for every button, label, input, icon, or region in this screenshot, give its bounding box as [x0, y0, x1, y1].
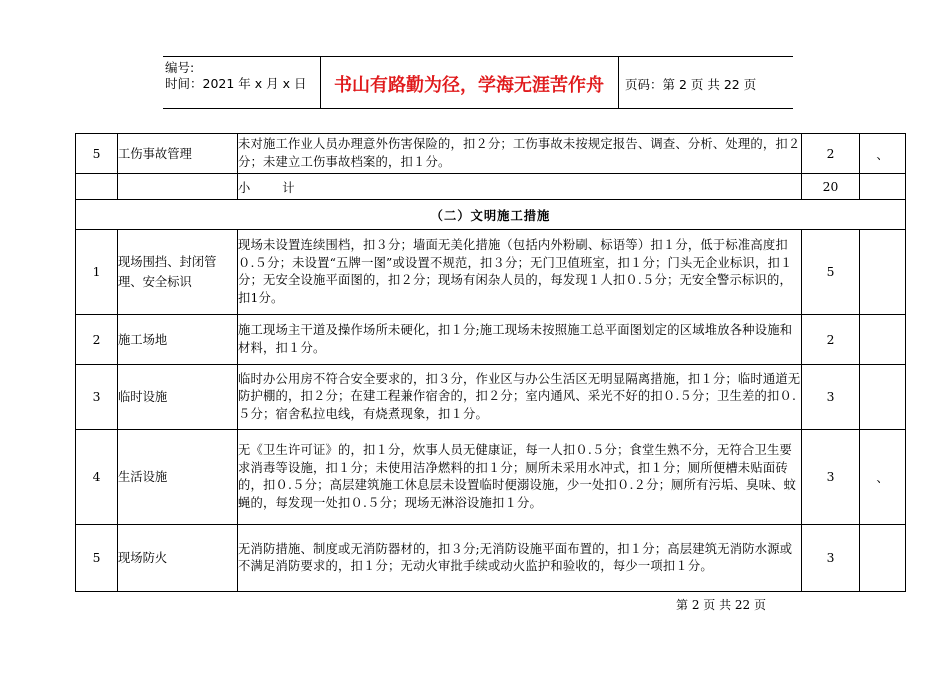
row-description: 未对施工作业人员办理意外伤害保险的，扣２分；工伤事故未按规定报告、调查、分析、处理的，扣２分；未建立工伤事故档案的，扣１分。: [238, 134, 802, 174]
page-label: 页码：第 2 页 共 22 页: [625, 77, 757, 92]
row-description: 临时办公用房不符合安全要求的，扣３分，作业区与办公生活区无明显隔离措施，扣１分；临时通道无防护棚的，扣２分；在建工程兼作宿舍的，扣２分；室内通风、采光不好的扣０.５分；卫生差的扣０.５分；宿舍私拉电线，有烧煮现象，扣１分。: [238, 365, 802, 430]
row-score: 2: [802, 134, 860, 174]
row-description: 施工现场主干道及操作场所未硬化，扣１分;施工现场未按照施工总平面图划定的区域堆放各种设施和材料，扣１分。: [238, 315, 802, 365]
section-row: [76, 200, 906, 230]
section-title: （二）文明施工措施: [76, 200, 906, 230]
row-item: 现场防火: [118, 525, 238, 592]
row-score: 3: [802, 525, 860, 592]
table-row: [76, 315, 906, 365]
row-number: 2: [76, 315, 118, 365]
header-divider-left: [320, 56, 321, 108]
row-number: 5: [76, 525, 118, 592]
row-item: 现场围挡、封闭管理、安全标识: [118, 230, 238, 315]
row-item: 临时设施: [118, 365, 238, 430]
code-label: 编号:: [165, 60, 195, 75]
row-description: 无《卫生许可证》的，扣１分，炊事人员无健康证，每一人扣０.５分；食堂生熟不分，无符合卫生要求消毒等设施，扣１分；未使用洁净燃料的扣１分；厕所未采用水冲式，扣１分；厕所便槽未贴面砖的，扣０.５分；高层建筑施工休息层未设置临时便溺设施，少一处扣０.２分；厕所有污垢、臭味、蚊蝇的，每发现一处扣０.５分；现场无淋浴设施扣１分。: [238, 430, 802, 525]
row-description: 无消防措施、制度或无消防器材的，扣３分;无消防设施平面布置的，扣１分；高层建筑无消防水源或不满足消防要求的，扣１分；无动火审批手续或动火监护和验收的，每少一项扣１分。: [238, 525, 802, 592]
header-motto: 书山有路勤为径，学海无涯苦作舟: [334, 75, 604, 96]
row-score: 3: [802, 430, 860, 525]
row-score: 3: [802, 365, 860, 430]
row-remark: 、: [860, 430, 906, 525]
subtotal-score: 20: [802, 174, 860, 200]
subtotal-row: [76, 174, 906, 200]
subtotal-label: 小 计: [238, 174, 802, 200]
scoring-table: [75, 133, 906, 592]
row-remark: [860, 525, 906, 592]
table-row: [76, 365, 906, 430]
row-description: 现场未设置连续围档，扣３分；墙面无美化措施（包括内外粉刷、标语等）扣１分，低于标准高度扣０.５分；未设置“五牌一图”或设置不规范，扣３分；无门卫值班室，扣１分；门头无企业标识，扣１分；无安全设施平面图的，扣２分；现场有闲杂人员的，每发现１人扣０.５分；无安全警示标识的，扣1分。: [238, 230, 802, 315]
row-remark: [860, 230, 906, 315]
header-top-rule: [163, 56, 793, 57]
row-item: 施工场地: [118, 315, 238, 365]
row-number: 3: [76, 365, 118, 430]
table-row: [76, 230, 906, 315]
row-score: 5: [802, 230, 860, 315]
table-row: [76, 430, 906, 525]
row-remark: [860, 365, 906, 430]
time-label: 时间：2021 年 x 月 x 日: [165, 76, 307, 91]
row-score: 2: [802, 315, 860, 365]
header-bottom-rule: [163, 108, 793, 109]
row-remark: 、: [860, 134, 906, 174]
row-item: 工伤事故管理: [118, 134, 238, 174]
page-footer: 第 2 页 共 22 页: [676, 598, 766, 612]
header-divider-right: [618, 56, 619, 108]
table-row: [76, 134, 906, 174]
row-remark: [860, 315, 906, 365]
row-item: 生活设施: [118, 430, 238, 525]
row-number: 1: [76, 230, 118, 315]
row-number: 5: [76, 134, 118, 174]
table-row: [76, 525, 906, 592]
row-number: 4: [76, 430, 118, 525]
